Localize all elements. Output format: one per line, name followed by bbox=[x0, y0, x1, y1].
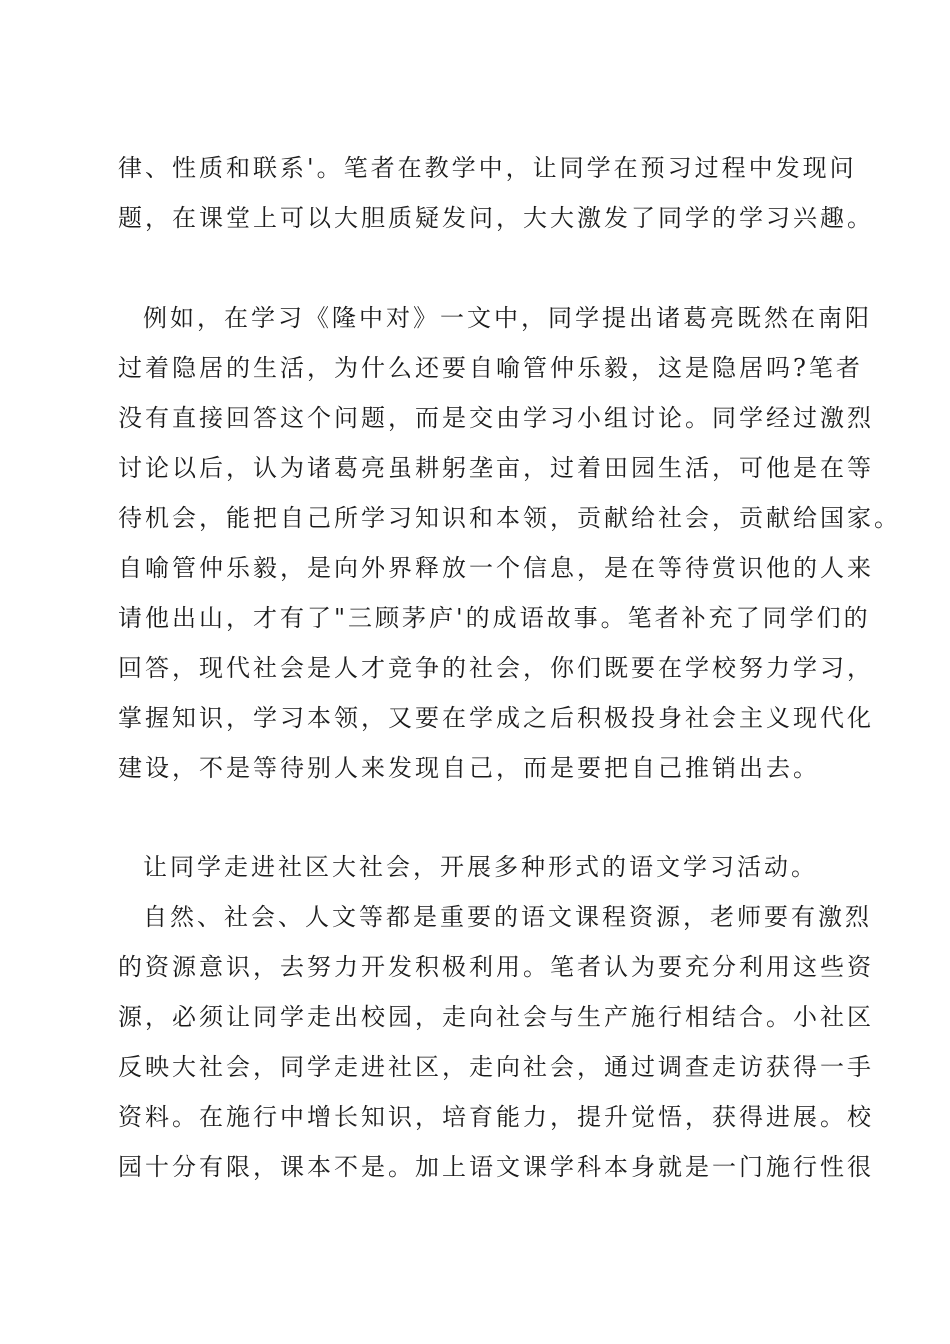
paragraph-4-line-2: 的资源意识，去努力开发积极利用。笔者认为要充分利用这些资 bbox=[118, 953, 874, 981]
paragraph-2-line-8: 回答，现代社会是人才竞争的社会，你们既要在学校努力学习， bbox=[118, 654, 874, 682]
paragraph-2-line-10: 建设，不是等待别人来发现自己，而是要把自己推销出去。 bbox=[118, 754, 820, 782]
paragraph-4-line-4: 反映大社会，同学走进社区，走向社会，通过调查走访获得一手 bbox=[118, 1053, 874, 1081]
paragraph-2-line-1: 例如，在学习《隆中对》一文中，同学提出诸葛亮既然在南阳 bbox=[143, 304, 872, 332]
paragraph-2-line-2: 过着隐居的生活，为什么还要自喻管仲乐毅，这是隐居吗?笔者 bbox=[118, 354, 863, 382]
paragraph-2-line-9: 掌握知识，学习本领，又要在学成之后积极投身社会主义现代化 bbox=[118, 704, 874, 732]
paragraph-2-line-3: 没有直接回答这个问题，而是交由学习小组讨论。同学经过激烈 bbox=[118, 404, 874, 432]
paragraph-4-line-6: 园十分有限，课本不是。加上语文课学科本身就是一门施行性很 bbox=[118, 1153, 874, 1181]
paragraph-2-line-7: 请他出山，才有了"三顾茅庐'的成语故事。笔者补充了同学们的 bbox=[118, 604, 871, 632]
paragraph-1-line-2: 题，在课堂上可以大胆质疑发问，大大激发了同学的学习兴趣。 bbox=[118, 204, 874, 232]
paragraph-2-line-5: 待机会，能把自己所学习知识和本领，贡献给社会，贡献给国家。 bbox=[118, 504, 901, 532]
paragraph-2-line-4: 讨论以后，认为诸葛亮虽耕躬垄亩，过着田园生活，可他是在等 bbox=[118, 454, 874, 482]
paragraph-4-line-5: 资料。在施行中增长知识，培育能力，提升觉悟，获得进展。校 bbox=[118, 1103, 874, 1131]
paragraph-1-line-1: 律、性质和联系'。笔者在教学中，让同学在预习过程中发现问 bbox=[118, 154, 857, 182]
paragraph-3-line-1: 让同学走进社区大社会，开展多种形式的语文学习活动。 bbox=[143, 853, 818, 881]
paragraph-4-line-3: 源，必须让同学走出校园，走向社会与生产施行相结合。小社区 bbox=[118, 1003, 874, 1031]
paragraph-2-line-6: 自喻管仲乐毅，是向外界释放一个信息，是在等待赏识他的人来 bbox=[118, 554, 874, 582]
paragraph-4-line-1: 自然、社会、人文等都是重要的语文课程资源，老师要有激烈 bbox=[143, 903, 872, 931]
